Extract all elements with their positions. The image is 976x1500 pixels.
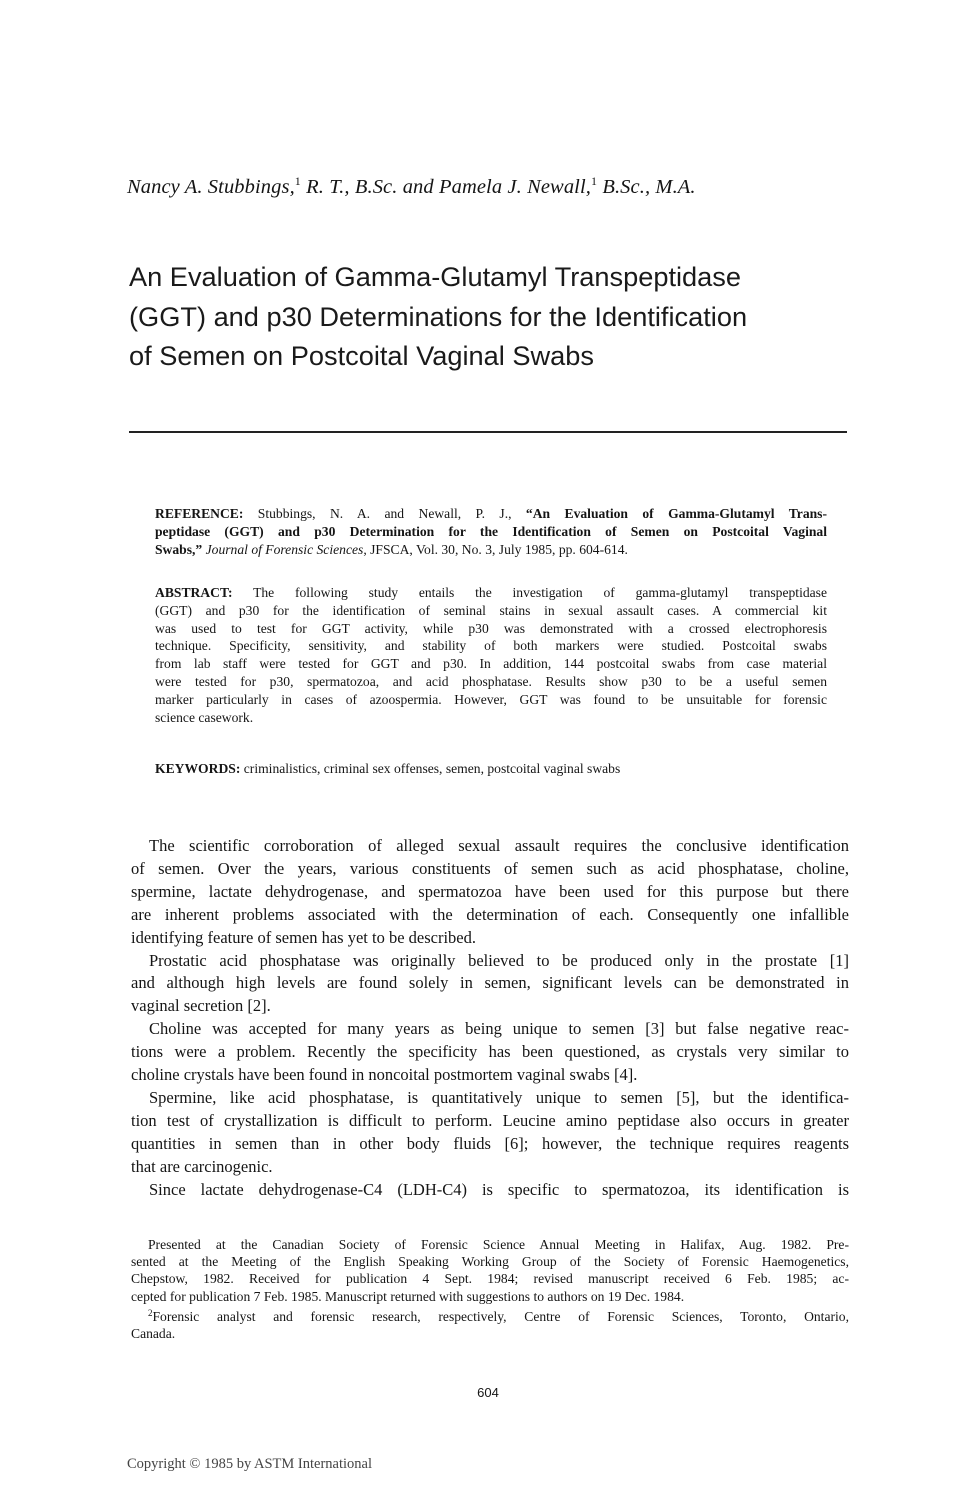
author-1-degrees-and-author-2: R. T., B.Sc. and Pamela J. Newall,	[300, 176, 591, 198]
page-number: 604	[477, 1385, 499, 1400]
footnotes	[131, 1236, 849, 1342]
reference-title: Swabs,”	[155, 541, 203, 557]
reference-title: peptidase (GGT) and p30 Determination for the Identification of Semen on Postcoital Vaginal	[155, 523, 827, 539]
footnote-line: Presented at the Canadian Society of Forensic Science Annual Meeting in Halifax, Aug. 1982. Pre-	[148, 1237, 849, 1252]
body-line: The scientific corroboration of alleged sexual assault requires the conclusive identification	[149, 836, 849, 855]
body-line: and although high levels are found solely in semen, significant levels can be demonstrated in	[131, 973, 849, 993]
footnote-mark: 2	[148, 1307, 153, 1318]
author-2-degrees: B.Sc., M.A.	[597, 176, 696, 198]
abstract-line: marker particularly in cases of azoospermia. However, GGT was found to be unsuitable for forensic	[155, 691, 827, 707]
body-text	[131, 835, 849, 1202]
reference-block	[155, 505, 827, 558]
title-line: of Semen on Postcoital Vaginal Swabs	[129, 340, 594, 371]
abstract-line: technique. Specificity, sensitivity, and stability of both markers were studied. Postcoital swabs	[155, 638, 827, 654]
body-line: tion test of crystallization is difficult to perform. Leucine amino peptidase also occurs in greater	[131, 1110, 849, 1130]
abstract-label: ABSTRACT:	[155, 585, 233, 600]
author-1-footnote-mark: 1	[294, 174, 301, 188]
footnote-line: Canada.	[131, 1326, 176, 1342]
abstract-line: (GGT) and p30 for the identification of seminal stains in sexual assault cases. A commercial kit	[155, 602, 827, 618]
abstract-line: was used to test for GGT activity, while p30 was demonstrated with a crossed electrophoresis	[155, 620, 827, 636]
body-line: that are carcinogenic.	[131, 1156, 273, 1176]
author-line	[127, 174, 867, 199]
abstract-line: were tested for p30, spermatozoa, and acid phosphatase. Results show p30 to be a useful semen	[155, 673, 827, 689]
body-line: Choline was accepted for many years as being unique to semen [3] but false negative reac-	[149, 1019, 849, 1039]
reference-authors: Stubbings, N. A. and Newall, P. J.,	[243, 506, 526, 521]
author-2-footnote-mark: 1	[591, 174, 598, 188]
keywords-text: criminalistics, criminal sex offenses, semen, postcoital vaginal swabs	[240, 761, 621, 776]
body-line: identifying feature of semen has yet to be described.	[131, 927, 477, 947]
footnote-line: Chepstow, 1982. Received for publication 4 Sept. 1984; revised manuscript received 6 Feb. 1985; ac-	[131, 1271, 849, 1287]
body-line: are inherent problems associated with the determination of each. Consequently one infallible	[131, 904, 849, 924]
footnote-line: sented at the Meeting of the English Speaking Working Group of the Society of Forensic Haemogenetics,	[131, 1254, 849, 1270]
footnote-line: Forensic analyst and forensic research, respectively, Centre of Forensic Sciences, Toronto, Ontario,	[152, 1308, 849, 1324]
reference-journal: Journal of Forensic Sciences	[202, 541, 364, 557]
keywords-block	[155, 760, 827, 778]
author-1: Nancy A. Stubbings,	[127, 176, 295, 198]
reference-label: REFERENCE:	[155, 506, 244, 521]
body-line: of semen. Over the years, various constituents of semen such as acid phosphatase, choline,	[131, 858, 849, 878]
reference-title: “An Evaluation of Gamma-Glutamyl Trans-	[525, 506, 827, 521]
body-line: Prostatic acid phosphatase was originally believed to be produced only in the prostate [1]	[149, 950, 849, 970]
abstract-block	[155, 584, 827, 726]
abstract-line: science casework.	[155, 709, 254, 725]
body-line: tions were a problem. Recently the specificity has been questioned, as crystals very similar to	[131, 1042, 849, 1062]
body-line: Since lactate dehydrogenase-C4 (LDH-C4) is specific to spermatozoa, its identification is	[149, 1179, 849, 1199]
body-line: Spermine, like acid phosphatase, is quantitatively unique to semen [5], but the identifica-	[149, 1087, 849, 1107]
body-line: quantities in semen than in other body fluids [6]; however, the technique requires reagents	[131, 1133, 849, 1153]
title-divider	[129, 431, 847, 433]
title-line: An Evaluation of Gamma-Glutamyl Transpeptidase	[129, 261, 742, 292]
body-line: choline crystals have been found in noncoital postmortem vaginal swabs [4].	[131, 1065, 638, 1085]
abstract-line: from lab staff were tested for GGT and p30. In addition, 144 postcoital swabs from case material	[155, 656, 827, 672]
abstract-line: The following study entails the investigation of gamma-glutamyl transpeptidase	[232, 585, 827, 600]
paper-title	[129, 257, 869, 376]
body-line: spermine, lactate dehydrogenase, and spermatozoa have been used for this purpose but there	[131, 881, 849, 901]
body-line: vaginal secretion [2].	[131, 996, 271, 1016]
reference-citation: , JFSCA, Vol. 30, No. 3, July 1985, pp. 604-614.	[363, 541, 628, 557]
keywords-label: KEYWORDS:	[155, 761, 241, 776]
copyright-notice: Copyright © 1985 by ASTM International	[127, 1456, 373, 1472]
footnote-line: cepted for publication 7 Feb. 1985. Manuscript returned with suggestions to authors on 19 Dec. 1984.	[131, 1288, 685, 1304]
title-line: (GGT) and p30 Determinations for the Identification	[129, 300, 748, 332]
